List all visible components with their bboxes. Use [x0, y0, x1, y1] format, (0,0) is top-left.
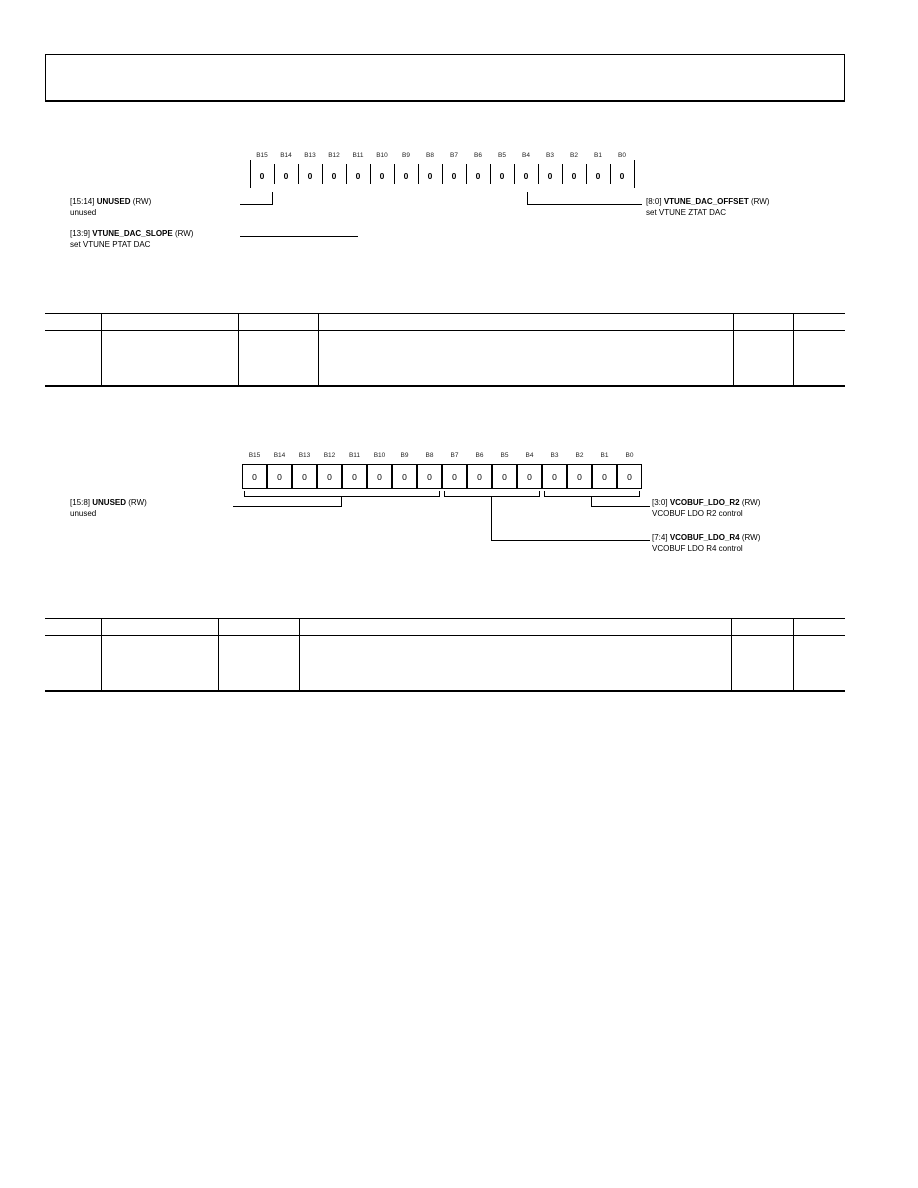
bit-label: B5: [498, 152, 506, 159]
r4-connector: [491, 540, 650, 541]
field-description: VCOBUF LDO R4 control: [652, 544, 743, 553]
bit-label: B14: [280, 152, 292, 159]
bit-cell: 0: [317, 464, 342, 489]
bit-divider: [274, 164, 275, 184]
bit-label: B2: [570, 152, 578, 159]
field-access: (RW): [174, 229, 194, 238]
bit-label: B15: [248, 452, 261, 459]
bit-cell: 0: [417, 464, 442, 489]
bit-divider: [610, 164, 611, 184]
bracket-15-8: [244, 496, 440, 497]
bit-value: 0: [427, 171, 433, 181]
bit-cell: 0: [492, 464, 517, 489]
field-vcobuf-ldo-r2: [652, 497, 760, 519]
bit-label: B11: [352, 152, 364, 159]
bit-label: B3: [546, 152, 554, 159]
bit-value: 0: [451, 171, 457, 181]
bit-cell: 0: [592, 464, 617, 489]
field-name: VTUNE_DAC_SLOPE: [92, 229, 173, 238]
unused-connector: [240, 204, 273, 205]
bit-divider: [490, 164, 491, 184]
bit-divider: [562, 164, 563, 184]
bit-divider: [586, 164, 587, 184]
field-name: UNUSED: [96, 197, 131, 206]
bit-label: B12: [328, 152, 340, 159]
bit-cell: 0: [467, 464, 492, 489]
field-name: VCOBUF_LDO_R4: [669, 533, 740, 542]
bracket-15-8-right: [439, 491, 440, 497]
bit-value: 0: [523, 171, 529, 181]
bit-label: B4: [522, 152, 530, 159]
field-unused-r1: [70, 196, 151, 218]
slope-connector: [240, 236, 358, 237]
bit-label: B5: [500, 452, 509, 459]
bracket-15-8-left: [244, 491, 245, 497]
bit-cell: 0: [617, 464, 642, 489]
field-description: set VTUNE ZTAT DAC: [646, 208, 727, 217]
bit-divider: [418, 164, 419, 184]
field-range: [8:0]: [646, 197, 662, 206]
field-description: unused: [70, 509, 97, 518]
bit-value: 0: [571, 171, 577, 181]
unused-connector-vertical: [341, 497, 342, 506]
bit-cell: 0: [267, 464, 292, 489]
bracket-3-0: [544, 496, 640, 497]
bit-label: B9: [400, 452, 409, 459]
bit-divider: [538, 164, 539, 184]
bit-label: B9: [402, 152, 410, 159]
bit-divider: [346, 164, 347, 184]
field-access: (RW): [132, 197, 152, 206]
bit-value: 0: [355, 171, 361, 181]
field-range: [15:14]: [70, 197, 95, 206]
field-description: VCOBUF LDO R2 control: [652, 509, 743, 518]
bit-label: B2: [575, 452, 584, 459]
field-range: [15:8]: [70, 498, 91, 507]
field-access: (RW): [128, 498, 147, 507]
bit-label: B14: [273, 452, 286, 459]
bit-value: 0: [619, 171, 625, 181]
register1-left-edge: [250, 160, 251, 188]
field-name: VTUNE_DAC_OFFSET: [663, 197, 749, 206]
field-description: unused: [70, 208, 97, 217]
field-access: (RW): [741, 498, 761, 507]
bit-label: B15: [256, 152, 268, 159]
bit-label: B0: [625, 452, 634, 459]
bit-divider: [322, 164, 323, 184]
bit-label: B11: [348, 452, 361, 459]
bit-divider: [514, 164, 515, 184]
r2-connector-vertical: [591, 497, 592, 506]
unused-connector: [233, 506, 342, 507]
bit-label: B8: [426, 152, 434, 159]
table-row: [45, 636, 845, 691]
bracket-7-4-right: [539, 491, 540, 497]
bit-cell: 0: [367, 464, 392, 489]
field-description: set VTUNE PTAT DAC: [70, 240, 151, 249]
field-range: [7:4]: [652, 533, 668, 542]
bracket-3-0-left: [544, 491, 545, 497]
bit-value: 0: [259, 171, 265, 181]
bit-label: B10: [376, 152, 388, 159]
bit-cell: 0: [342, 464, 367, 489]
bit-value: 0: [499, 171, 505, 181]
bit-divider: [370, 164, 371, 184]
bit-divider: [442, 164, 443, 184]
bit-cell: 0: [242, 464, 267, 489]
bit-value: 0: [331, 171, 337, 181]
bit-label: B13: [304, 152, 316, 159]
bit-label: B1: [594, 152, 602, 159]
bit-value: 0: [547, 171, 553, 181]
bit-cell: 0: [567, 464, 592, 489]
bit-divider: [466, 164, 467, 184]
bit-value: 0: [403, 171, 409, 181]
bit-label: B0: [618, 152, 626, 159]
bit-label: B3: [550, 452, 559, 459]
field-name: UNUSED: [92, 498, 127, 507]
bracket-7-4: [444, 496, 540, 497]
register1-right-edge: [634, 160, 635, 188]
offset-connector: [527, 204, 642, 205]
bit-cell: 0: [442, 464, 467, 489]
field-name: VCOBUF_LDO_R2: [669, 498, 740, 507]
bit-value: 0: [475, 171, 481, 181]
r2-connector: [591, 506, 650, 507]
page-header-box: [45, 54, 845, 102]
bit-divider: [394, 164, 395, 184]
bit-label: B1: [600, 452, 609, 459]
bit-label: B7: [450, 452, 459, 459]
register2-table: [45, 618, 845, 692]
bit-value: 0: [307, 171, 313, 181]
field-access: (RW): [750, 197, 770, 206]
field-unused-r2: [70, 497, 147, 519]
bit-cell: 0: [392, 464, 417, 489]
bit-label: B10: [373, 452, 386, 459]
table-row: [45, 331, 845, 386]
bit-value: 0: [283, 171, 289, 181]
bit-label: B13: [298, 452, 311, 459]
r4-connector-vertical: [491, 497, 492, 540]
bit-label: B4: [525, 452, 534, 459]
table-header-row: [45, 314, 845, 331]
bit-label: B7: [450, 152, 458, 159]
bit-label: B8: [425, 452, 434, 459]
field-vtune-dac-offset: [646, 196, 769, 218]
field-vcobuf-ldo-r4: [652, 532, 760, 554]
bracket-7-4-left: [444, 491, 445, 497]
bit-cell: 0: [292, 464, 317, 489]
bit-label: B6: [475, 452, 484, 459]
register1-table: [45, 313, 845, 387]
offset-connector-vertical: [527, 192, 528, 204]
bit-divider: [298, 164, 299, 184]
bracket-3-0-right: [639, 491, 640, 497]
bit-value: 0: [379, 171, 385, 181]
bit-value: 0: [595, 171, 601, 181]
field-access: (RW): [741, 533, 761, 542]
field-range: [13:9]: [70, 229, 91, 238]
unused-connector-vertical: [272, 192, 273, 205]
field-range: [3:0]: [652, 498, 668, 507]
table-header-row: [45, 619, 845, 636]
bit-label: B12: [323, 452, 336, 459]
bit-label: B6: [474, 152, 482, 159]
bit-cell: 0: [517, 464, 542, 489]
field-vtune-dac-slope: [70, 228, 193, 250]
bit-cell: 0: [542, 464, 567, 489]
